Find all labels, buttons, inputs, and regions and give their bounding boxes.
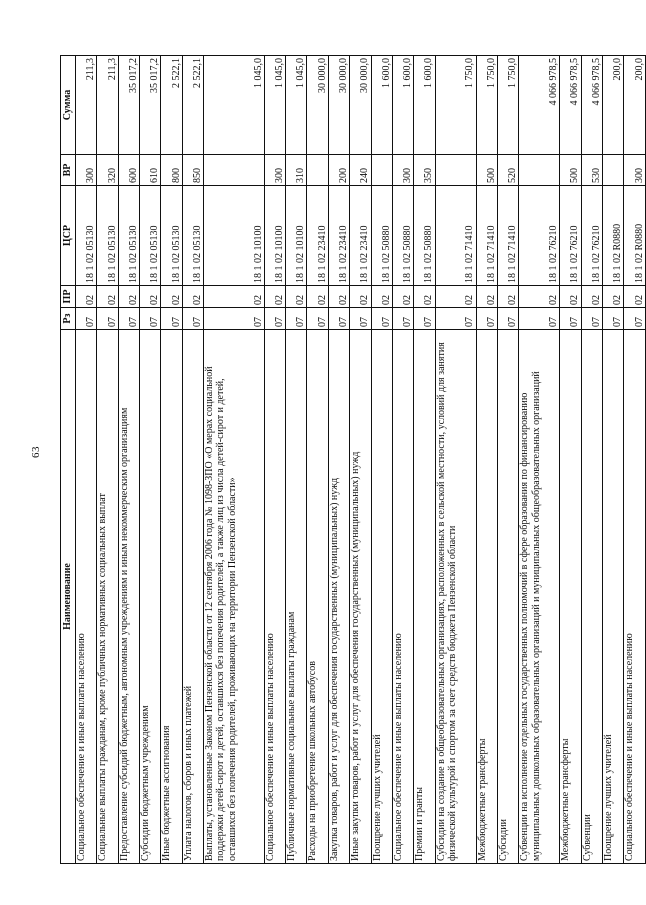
cell-sum: 1 600,0 — [371, 56, 392, 155]
cell-vr: 310 — [286, 155, 307, 186]
cell-pr: 02 — [76, 286, 97, 308]
cell-rz: 07 — [307, 308, 328, 330]
cell-sum: 1 600,0 — [392, 56, 413, 155]
cell-csr: 18 1 02 76210 — [519, 186, 560, 286]
cell-vr: 300 — [76, 155, 97, 186]
table-row — [140, 56, 161, 864]
table-row — [118, 56, 139, 864]
cell-sum: 211,3 — [76, 56, 97, 155]
cell-name: Субсидии — [497, 330, 518, 864]
cell-csr: 18 1 02 23410 — [307, 186, 328, 286]
cell-rz: 07 — [161, 308, 182, 330]
cell-rz: 07 — [560, 308, 581, 330]
cell-vr — [307, 155, 328, 186]
cell-pr: 02 — [350, 286, 371, 308]
table-row — [286, 56, 307, 864]
cell-csr: 18 1 02 10100 — [204, 186, 265, 286]
cell-csr: 18 1 02 05130 — [161, 186, 182, 286]
cell-sum: 2 522,1 — [182, 56, 203, 155]
table-row — [328, 56, 349, 864]
cell-name: Иные бюджетные ассигнования — [161, 330, 182, 864]
cell-name: Субвенции — [581, 330, 602, 864]
table-row — [497, 56, 518, 864]
table-row — [476, 56, 497, 864]
cell-name: Выплаты, установленные Законом Пензенской области от 12 сентября 2006 года № 1098-ЗПО «О мерах социальной поддержки детей-сирот и детей, оставшихся без попечения родителей, а также лиц из числа детей-сирот и детей, оставшихся без попечения родителей, проживающих на территории Пензенской области» — [204, 330, 265, 864]
cell-pr: 02 — [264, 286, 285, 308]
cell-name: Премии и гранты — [414, 330, 435, 864]
cell-sum: 2 522,1 — [161, 56, 182, 155]
cell-name: Публичные нормативные социальные выплаты гражданам — [286, 330, 307, 864]
cell-rz: 07 — [392, 308, 413, 330]
table-row — [581, 56, 602, 864]
cell-sum: 1 750,0 — [435, 56, 476, 155]
cell-vr: 350 — [414, 155, 435, 186]
cell-pr: 02 — [161, 286, 182, 308]
cell-vr: 850 — [182, 155, 203, 186]
table-row — [371, 56, 392, 864]
cell-csr: 18 1 02 50880 — [414, 186, 435, 286]
cell-sum: 4 066 978,5 — [581, 56, 602, 155]
table-row — [307, 56, 328, 864]
cell-pr: 02 — [603, 286, 624, 308]
table-header-row — [61, 56, 76, 864]
cell-csr: 18 1 02 05130 — [140, 186, 161, 286]
cell-rz: 07 — [435, 308, 476, 330]
cell-name: Закупка товаров, работ и услуг для обеспечения государственных (муниципальных) нужд — [328, 330, 349, 864]
table-row — [392, 56, 413, 864]
cell-pr: 02 — [328, 286, 349, 308]
cell-csr: 18 1 02 76210 — [560, 186, 581, 286]
cell-pr: 02 — [476, 286, 497, 308]
cell-csr: 18 1 02 05130 — [97, 186, 118, 286]
cell-name: Иные закупки товаров, работ и услуг для обеспечения государственных (муниципальных) нужд — [350, 330, 371, 864]
cell-csr: 18 1 02 23410 — [350, 186, 371, 286]
table-row — [161, 56, 182, 864]
cell-name: Поощрение лучших учителей — [603, 330, 624, 864]
cell-rz: 07 — [76, 308, 97, 330]
cell-vr: 300 — [624, 155, 646, 186]
header-pr: ПР — [61, 286, 76, 308]
table-row — [414, 56, 435, 864]
cell-pr: 02 — [581, 286, 602, 308]
cell-pr: 02 — [118, 286, 139, 308]
cell-vr — [204, 155, 265, 186]
cell-vr: 300 — [264, 155, 285, 186]
cell-pr: 02 — [286, 286, 307, 308]
cell-sum: 30 000,0 — [328, 56, 349, 155]
table-body — [76, 56, 646, 864]
cell-pr: 02 — [624, 286, 646, 308]
cell-rz: 07 — [204, 308, 265, 330]
cell-vr — [371, 155, 392, 186]
cell-name: Социальное обеспечение и иные выплаты населению — [392, 330, 413, 864]
cell-pr: 02 — [497, 286, 518, 308]
cell-sum: 1 750,0 — [497, 56, 518, 155]
cell-csr: 18 1 02 71410 — [476, 186, 497, 286]
cell-name: Социальное обеспечение и иные выплаты населению — [264, 330, 285, 864]
cell-rz: 07 — [140, 308, 161, 330]
cell-pr: 02 — [97, 286, 118, 308]
cell-pr: 02 — [519, 286, 560, 308]
cell-csr: 18 1 02 R0880 — [624, 186, 646, 286]
cell-name: Предоставление субсидий бюджетным, автономным учреждениям и иным некоммерческим организациям — [118, 330, 139, 864]
cell-name: Субсидии бюджетным учреждениям — [140, 330, 161, 864]
cell-rz: 07 — [371, 308, 392, 330]
table-row — [435, 56, 476, 864]
header-sum: Сумма — [61, 56, 76, 155]
cell-csr: 18 1 02 10100 — [264, 186, 285, 286]
rotated-table-region — [60, 56, 646, 864]
table-row — [182, 56, 203, 864]
table-row — [560, 56, 581, 864]
budget-table — [60, 55, 646, 864]
header-csr: ЦСР — [61, 186, 76, 286]
cell-sum: 35 017,2 — [140, 56, 161, 155]
cell-rz: 07 — [414, 308, 435, 330]
cell-pr: 02 — [140, 286, 161, 308]
cell-pr: 02 — [414, 286, 435, 308]
table-row — [603, 56, 624, 864]
cell-name: Субвенции на исполнение отдельных государственных полномочий в сфере образования по финансированию муниципальных дошкольных образовательных организаций и муниципальных общеобразовательных организаций — [519, 330, 560, 864]
cell-name: Социальные выплаты гражданам, кроме публичных нормативных социальных выплат — [97, 330, 118, 864]
header-vr: ВР — [61, 155, 76, 186]
cell-csr: 18 1 02 10100 — [286, 186, 307, 286]
cell-rz: 07 — [118, 308, 139, 330]
cell-vr: 240 — [350, 155, 371, 186]
cell-vr: 610 — [140, 155, 161, 186]
cell-sum: 211,3 — [97, 56, 118, 155]
cell-rz: 07 — [519, 308, 560, 330]
table-row — [204, 56, 265, 864]
table-row — [97, 56, 118, 864]
cell-rz: 07 — [286, 308, 307, 330]
cell-csr: 18 1 02 71410 — [435, 186, 476, 286]
cell-vr: 200 — [328, 155, 349, 186]
cell-vr: 500 — [560, 155, 581, 186]
cell-vr: 500 — [476, 155, 497, 186]
cell-pr: 02 — [307, 286, 328, 308]
cell-csr: 18 1 02 50880 — [392, 186, 413, 286]
cell-sum: 30 000,0 — [350, 56, 371, 155]
cell-vr — [603, 155, 624, 186]
header-rz: Рз — [61, 308, 76, 330]
cell-sum: 1 045,0 — [204, 56, 265, 155]
cell-pr: 02 — [182, 286, 203, 308]
cell-vr: 800 — [161, 155, 182, 186]
cell-pr: 02 — [560, 286, 581, 308]
cell-rz: 07 — [581, 308, 602, 330]
cell-sum: 35 017,2 — [118, 56, 139, 155]
cell-vr: 320 — [97, 155, 118, 186]
cell-csr: 18 1 02 76210 — [581, 186, 602, 286]
cell-rz: 07 — [603, 308, 624, 330]
cell-sum: 1 600,0 — [414, 56, 435, 155]
cell-rz: 07 — [97, 308, 118, 330]
cell-name: Социальное обеспечение и иные выплаты населению — [624, 330, 646, 864]
cell-vr: 600 — [118, 155, 139, 186]
table-row — [624, 56, 646, 864]
cell-name: Субсидии на создание в общеобразовательных организациях, расположенных в сельской местности, условий для занятия физической культурой и спортом за счет средств бюджета Пензенской области — [435, 330, 476, 864]
cell-name: Социальное обеспечение и иные выплаты населению — [76, 330, 97, 864]
cell-rz: 07 — [497, 308, 518, 330]
cell-rz: 07 — [350, 308, 371, 330]
cell-rz: 07 — [264, 308, 285, 330]
cell-rz: 07 — [624, 308, 646, 330]
header-name: Наименование — [61, 330, 76, 864]
cell-name: Межбюджетные трансферты — [476, 330, 497, 864]
cell-csr: 18 1 02 R0880 — [603, 186, 624, 286]
cell-vr: 530 — [581, 155, 602, 186]
cell-sum: 1 750,0 — [476, 56, 497, 155]
table-row — [76, 56, 97, 864]
cell-csr: 18 1 02 05130 — [182, 186, 203, 286]
page-number: 63 — [30, 446, 42, 458]
cell-sum: 1 045,0 — [286, 56, 307, 155]
cell-rz: 07 — [476, 308, 497, 330]
cell-sum: 200,0 — [603, 56, 624, 155]
cell-rz: 07 — [328, 308, 349, 330]
cell-csr: 18 1 02 23410 — [328, 186, 349, 286]
cell-vr — [435, 155, 476, 186]
cell-csr: 18 1 02 05130 — [76, 186, 97, 286]
cell-sum: 4 066 978,5 — [560, 56, 581, 155]
table-row — [350, 56, 371, 864]
cell-pr: 02 — [435, 286, 476, 308]
cell-sum: 4 066 978,5 — [519, 56, 560, 155]
rotated-table-container — [60, 56, 646, 864]
cell-sum: 1 045,0 — [264, 56, 285, 155]
cell-name: Расходы на приобретение школьных автобусов — [307, 330, 328, 864]
cell-sum: 30 000,0 — [307, 56, 328, 155]
cell-rz: 07 — [182, 308, 203, 330]
cell-csr: 18 1 02 71410 — [497, 186, 518, 286]
cell-name: Поощрение лучших учителей — [371, 330, 392, 864]
table-row — [264, 56, 285, 864]
cell-csr: 18 1 02 50880 — [371, 186, 392, 286]
cell-vr — [519, 155, 560, 186]
cell-name: Межбюджетные трансферты — [560, 330, 581, 864]
cell-vr: 300 — [392, 155, 413, 186]
cell-sum: 200,0 — [624, 56, 646, 155]
cell-vr: 520 — [497, 155, 518, 186]
cell-pr: 02 — [204, 286, 265, 308]
cell-pr: 02 — [392, 286, 413, 308]
cell-pr: 02 — [371, 286, 392, 308]
cell-csr: 18 1 02 05130 — [118, 186, 139, 286]
table-row — [519, 56, 560, 864]
cell-name: Уплата налогов, сборов и иных платежей — [182, 330, 203, 864]
